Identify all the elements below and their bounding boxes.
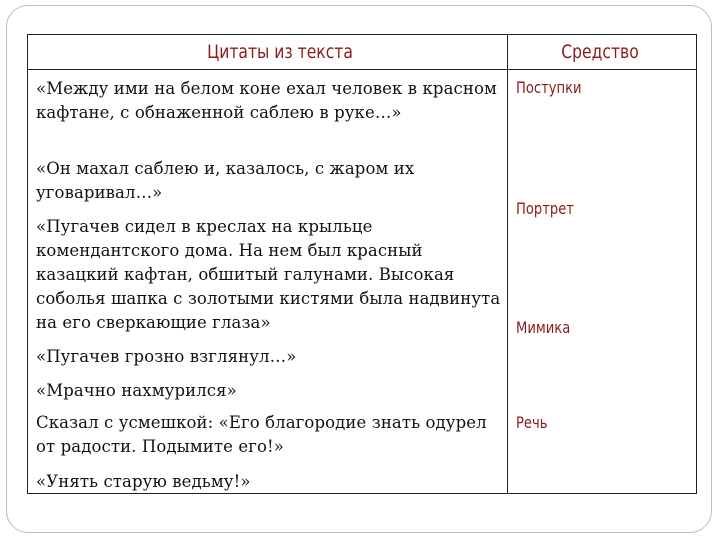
- header-means: Средство: [561, 41, 639, 63]
- quote-7: «Унять старую ведьму!»: [36, 472, 251, 491]
- table-column-divider: [507, 34, 508, 494]
- quote-1: «Между ими на белом коне ехал человек в красном кафтане, с обнаженной саблею в руке…»: [36, 79, 497, 122]
- quote-3: «Пугачев сидел в креслах на крыльце комендантского дома. На нем был красный казацкий кафтан, обшитый галунами. Высокая соболья шапка с золотыми кистями была надвинута на его сверкающие глаза»: [36, 217, 501, 332]
- header-quotes: Цитаты из текста: [207, 41, 353, 63]
- quote-2: «Он махал саблею и, казалось, с жаром их уговаривал…»: [36, 159, 415, 202]
- quote-4: «Пугачев грозно взглянул…»: [36, 347, 297, 366]
- means-mimicry: Мимика: [516, 318, 571, 337]
- table-header-divider: [27, 69, 697, 70]
- quote-5: «Мрачно нахмурился»: [36, 381, 237, 400]
- means-speech: Речь: [516, 413, 548, 432]
- means-portrait: Портрет: [516, 199, 574, 218]
- means-actions: Поступки: [516, 78, 582, 97]
- quote-6: Сказал с усмешкой: «Его благородие знать одурел от радости. Подымите его!»: [36, 413, 487, 456]
